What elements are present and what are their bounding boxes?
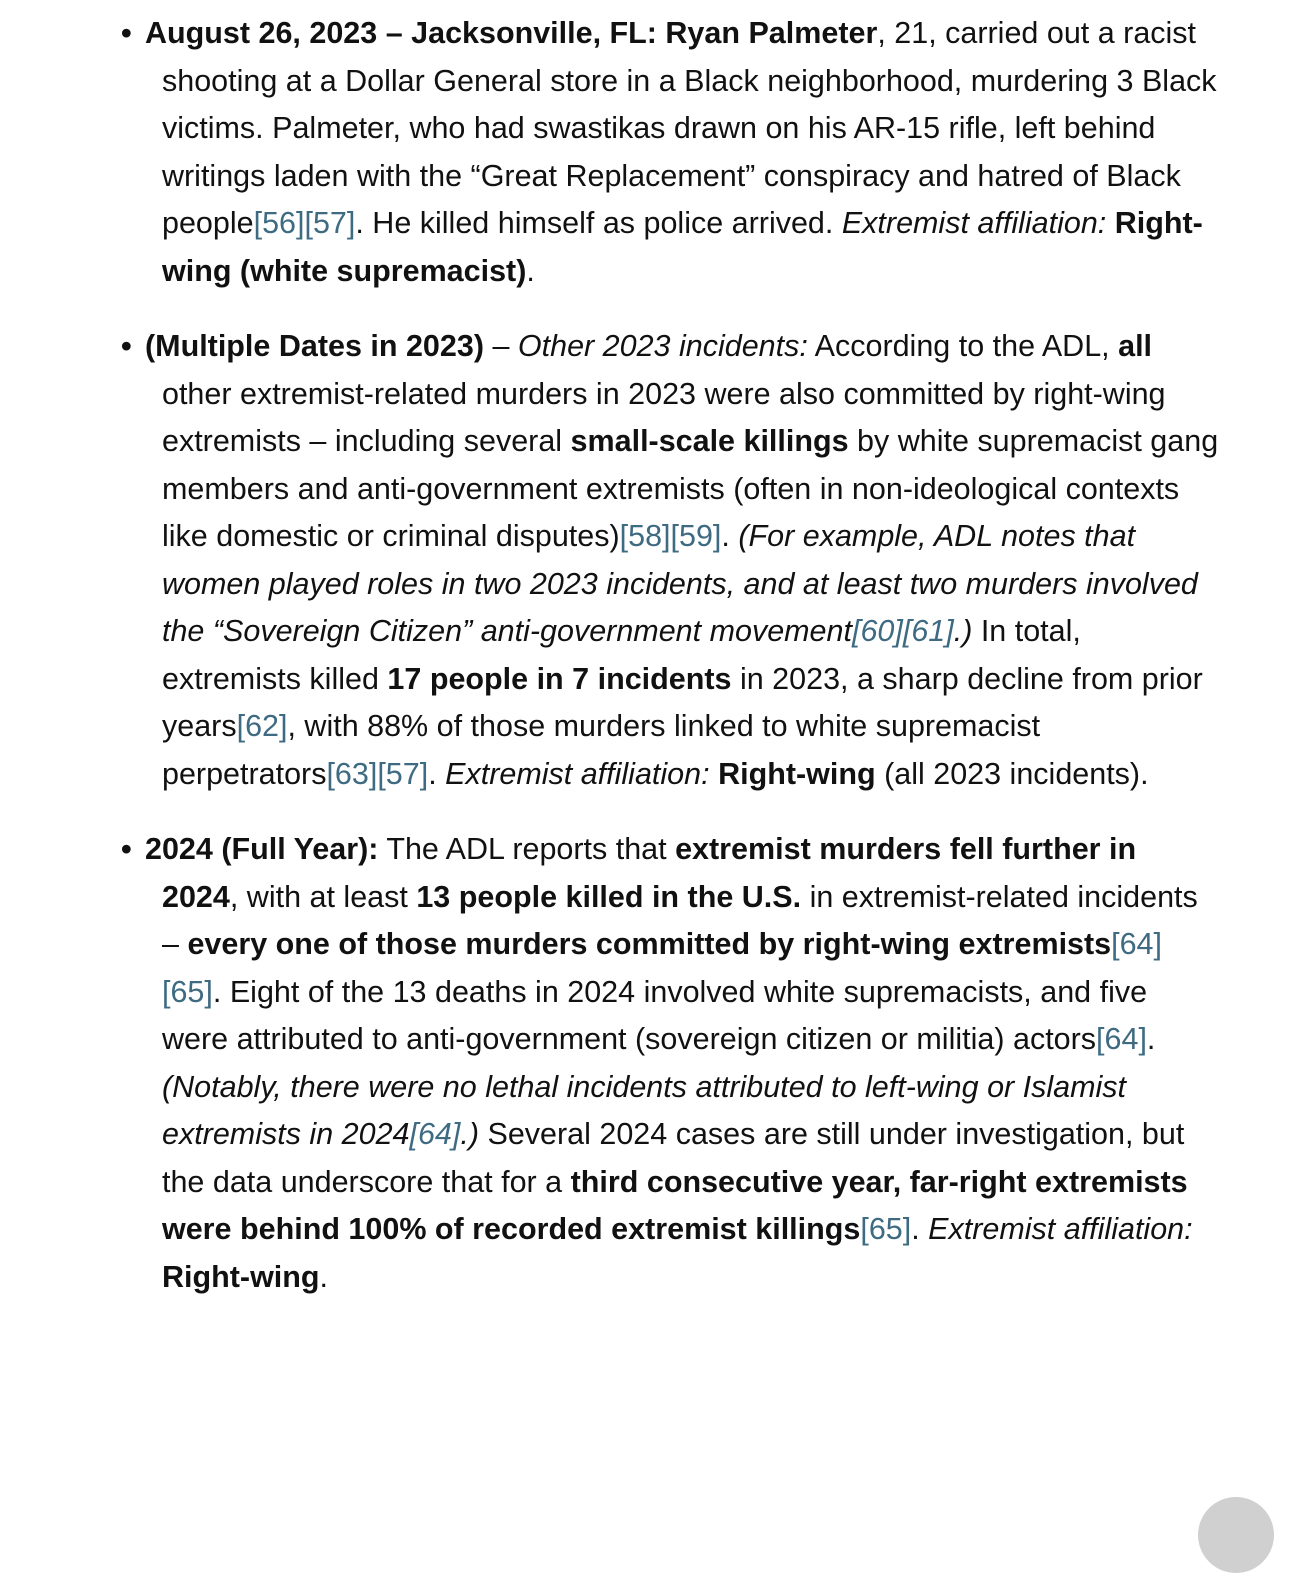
- bold-text: 2024 (Full Year):: [145, 832, 379, 866]
- bold-text: (Multiple Dates in 2023): [145, 329, 484, 363]
- citation-link[interactable]: [59]: [670, 519, 722, 553]
- document-body: [0, 10, 1290, 1329]
- body-text: in extremist-related incidents –: [162, 879, 1198, 961]
- incident-list: [0, 10, 1290, 1301]
- body-text: in 2023, a sharp decline from prior years: [162, 661, 1203, 743]
- citation-link[interactable]: [63]: [326, 756, 378, 791]
- list-item: [0, 826, 1290, 1301]
- citation-link[interactable]: [64]: [1111, 927, 1162, 961]
- bold-text: Right-wing (white supremacist): [162, 206, 1203, 288]
- citation-link[interactable]: [65]: [162, 974, 213, 1009]
- body-text: , with 88% of those murders linked to white supremacist perpetrators: [162, 709, 1041, 791]
- italic-text: Extremist affiliation:: [928, 1212, 1193, 1246]
- bold-text: 13 people killed in the U.S.: [416, 879, 802, 914]
- body-text: .: [721, 519, 739, 553]
- body-text: .: [319, 1259, 329, 1294]
- body-text: The ADL reports that: [378, 832, 676, 866]
- body-text: other extremist-related murders in 2023 were also committed by right-wing extremists – including several: [162, 376, 1166, 458]
- citation-link[interactable]: [57]: [377, 756, 429, 791]
- italic-text: (For example, ADL notes that women played roles in two 2023 incidents, and at least two murders involved the “Sovereign Citizen” anti-government movement: [162, 519, 1198, 648]
- bullet-icon: •: [121, 16, 132, 50]
- italic-text: (Notably, there were no lethal incidents attributed to left-wing or Islamist extremists in 2024: [162, 1069, 1127, 1151]
- body-text: (all 2023 incidents).: [875, 756, 1149, 791]
- body-text: , with at least: [229, 879, 417, 914]
- bullet-icon: •: [121, 329, 132, 363]
- scroll-to-bottom-button[interactable]: [1198, 1497, 1274, 1573]
- citation-link[interactable]: [64]: [409, 1117, 461, 1151]
- body-text: .: [526, 253, 535, 288]
- body-text: by white supremacist gang members and anti-government extremists (often in non-ideological contexts like domestic or criminal disputes): [162, 424, 1219, 553]
- body-text: [1106, 206, 1114, 240]
- bold-text: every one of those murders committed by right-wing extremists: [187, 927, 1112, 961]
- bold-text: extremist murders fell further in 2024: [162, 832, 1137, 914]
- body-text: [710, 757, 718, 791]
- italic-text: Extremist affiliation:: [841, 206, 1107, 240]
- citation-link[interactable]: [56]: [253, 206, 305, 240]
- bold-text: all: [1118, 329, 1153, 363]
- body-text: .: [428, 756, 446, 791]
- body-text: , 21, carried out a racist shooting at a Dollar General store in a Black neighborhood, murdering 3 Black victims. Palmeter, who had swastikas drawn on his AR-15 rifle, left behind writings laden with the “Great Replacement” conspiracy and hatred of Black people: [162, 16, 1217, 240]
- citation-link[interactable]: [65]: [860, 1212, 912, 1246]
- body-text: . He killed himself as police arrived.: [355, 206, 842, 240]
- bold-text: 17 people in 7 incidents: [387, 661, 732, 696]
- bold-text: third consecutive year, far-right extremists were behind 100% of recorded extremist killings: [162, 1164, 1188, 1246]
- bold-text: Right-wing: [718, 756, 876, 791]
- body-text: Several 2024 cases are still under investigation, but the data underscore that for a: [162, 1117, 1185, 1199]
- body-text: –: [483, 329, 518, 363]
- bold-text: August 26, 2023 – Jacksonville, FL: Ryan Palmeter: [145, 16, 878, 50]
- citation-link[interactable]: [64]: [1096, 1022, 1147, 1056]
- bullet-icon: •: [121, 832, 132, 866]
- italic-text: Extremist affiliation:: [445, 756, 710, 791]
- citation-link[interactable]: [60]: [851, 614, 903, 648]
- citation-link[interactable]: [57]: [304, 206, 356, 240]
- citation-link[interactable]: [62]: [236, 709, 288, 743]
- italic-text: .): [460, 1117, 480, 1151]
- body-text: . Eight of the 13 deaths in 2024 involved white supremacists, and five were attributed to anti-government (sovereign citizen or militia) actors: [162, 974, 1148, 1056]
- body-text: .: [1146, 1022, 1156, 1056]
- citation-link[interactable]: [58]: [619, 519, 671, 553]
- body-text: In total, extremists killed: [162, 614, 1081, 696]
- italic-text: .): [953, 614, 973, 648]
- bold-text: small-scale killings: [570, 424, 849, 458]
- citation-link[interactable]: [61]: [902, 614, 954, 648]
- bold-text: Right-wing: [162, 1259, 320, 1294]
- body-text: According to the ADL,: [807, 329, 1119, 363]
- list-item: [0, 10, 1290, 295]
- body-text: .: [911, 1212, 929, 1246]
- list-item: [0, 323, 1290, 798]
- italic-text: Other 2023 incidents:: [517, 329, 808, 363]
